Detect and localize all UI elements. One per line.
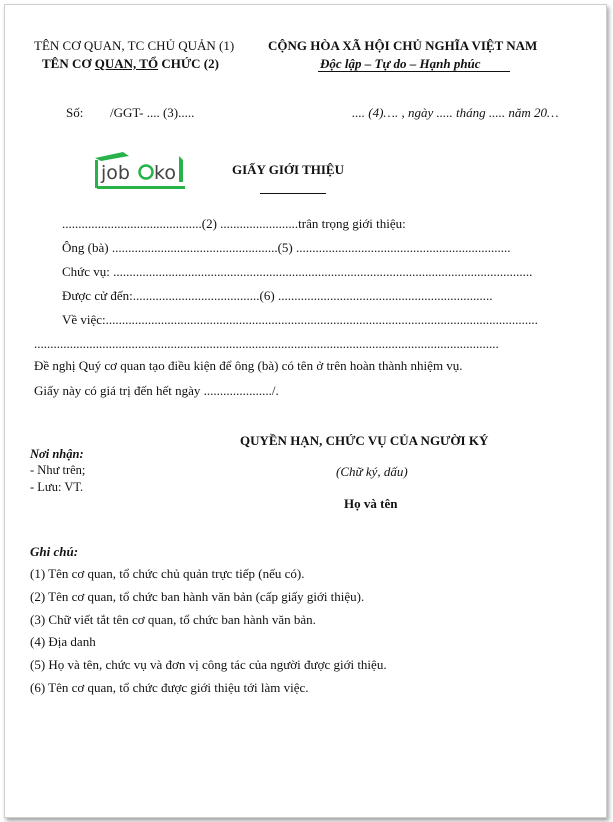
person-name-field xyxy=(62,240,511,256)
title-underline xyxy=(260,193,326,194)
extra-dotted-line: ............................................................................................................................................... xyxy=(34,336,499,351)
motto-underline xyxy=(318,71,510,72)
note-item: (5) Họ và tên, chức vụ và đơn vị công tác của người được giới thiệu. xyxy=(30,657,387,672)
document-number: /GGT- .... (3)..... xyxy=(110,105,195,120)
note-item: (3) Chữ viết tắt tên cơ quan, tổ chức ban hành văn bản. xyxy=(30,612,316,627)
destination-label: Được cử đến: xyxy=(62,288,133,303)
note-item: (6) Tên cơ quan, tổ chức được giới thiệu tới làm việc. xyxy=(30,680,309,695)
note-item: (2) Tên cơ quan, tổ chức ban hành văn bản (cấp giấy giới thiệu). xyxy=(30,589,365,604)
issuing-organization xyxy=(42,56,219,72)
signer-authority: QUYỀN HẠN, CHỨC VỤ CỦA NGƯỜI KÝ xyxy=(240,433,489,448)
logo-text-right: ko xyxy=(154,162,176,184)
org-name-part: TÊN CƠ xyxy=(42,56,95,71)
note-item: (1) Tên cơ quan, tổ chức chủ quản trực tiếp (nếu có). xyxy=(30,566,305,581)
signer-full-name: Họ và tên xyxy=(344,496,398,511)
national-motto: Độc lập – Tự do – Hạnh phúc xyxy=(320,56,481,71)
request-sentence: Đề nghị Quý cơ quan tạo điều kiện để ông (bà) có tên ở trên hoàn thành nhiệm vụ. xyxy=(34,358,463,373)
person-name-label: Ông (bà) xyxy=(62,240,112,255)
country-name: CỘNG HÒA XÃ HỘI CHỦ NGHĨA VIỆT NAM xyxy=(268,38,538,53)
validity-sentence: Giấy này có giá trị đến hết ngày ...................../. xyxy=(34,383,279,398)
purpose-field: Về việc:..................................................................................................................................... xyxy=(62,312,538,327)
logo-text-left: job xyxy=(101,162,130,184)
document-number-label: Số: xyxy=(66,105,84,120)
note-item: (4) Địa danh xyxy=(30,634,96,649)
logo-o-ring xyxy=(140,166,153,179)
intro-line: ...........................................(2) ........................trân trọng giới thiệu: xyxy=(62,216,406,231)
parent-organization: TÊN CƠ QUAN, TC CHỦ QUẢN (1) xyxy=(34,38,235,53)
joboko-logo xyxy=(93,152,188,194)
place-and-date: .... (4)…. , ngày ..... tháng ..... năm 20… xyxy=(352,105,559,120)
destination-dots: .......................................(6) .................................................................. xyxy=(132,288,493,303)
recipient-item: - Như trên; xyxy=(30,463,86,477)
destination-field xyxy=(62,288,492,304)
recipient-item: - Lưu: VT. xyxy=(30,480,84,494)
position-field: Chức vụ: ................................................................................................................................. xyxy=(62,264,533,279)
org-name-part: CHỨC (2) xyxy=(158,56,219,71)
person-name-dots: ...................................................(5) .................................................................. xyxy=(111,240,511,255)
signature-stamp-note: (Chữ ký, dấu) xyxy=(336,464,408,479)
org-name-underlined: QUAN, TỔ xyxy=(94,56,159,71)
document-title: GIẤY GIỚI THIỆU xyxy=(232,162,344,177)
recipients-title: Nơi nhận: xyxy=(30,447,84,461)
notes-title: Ghi chú: xyxy=(30,544,79,559)
